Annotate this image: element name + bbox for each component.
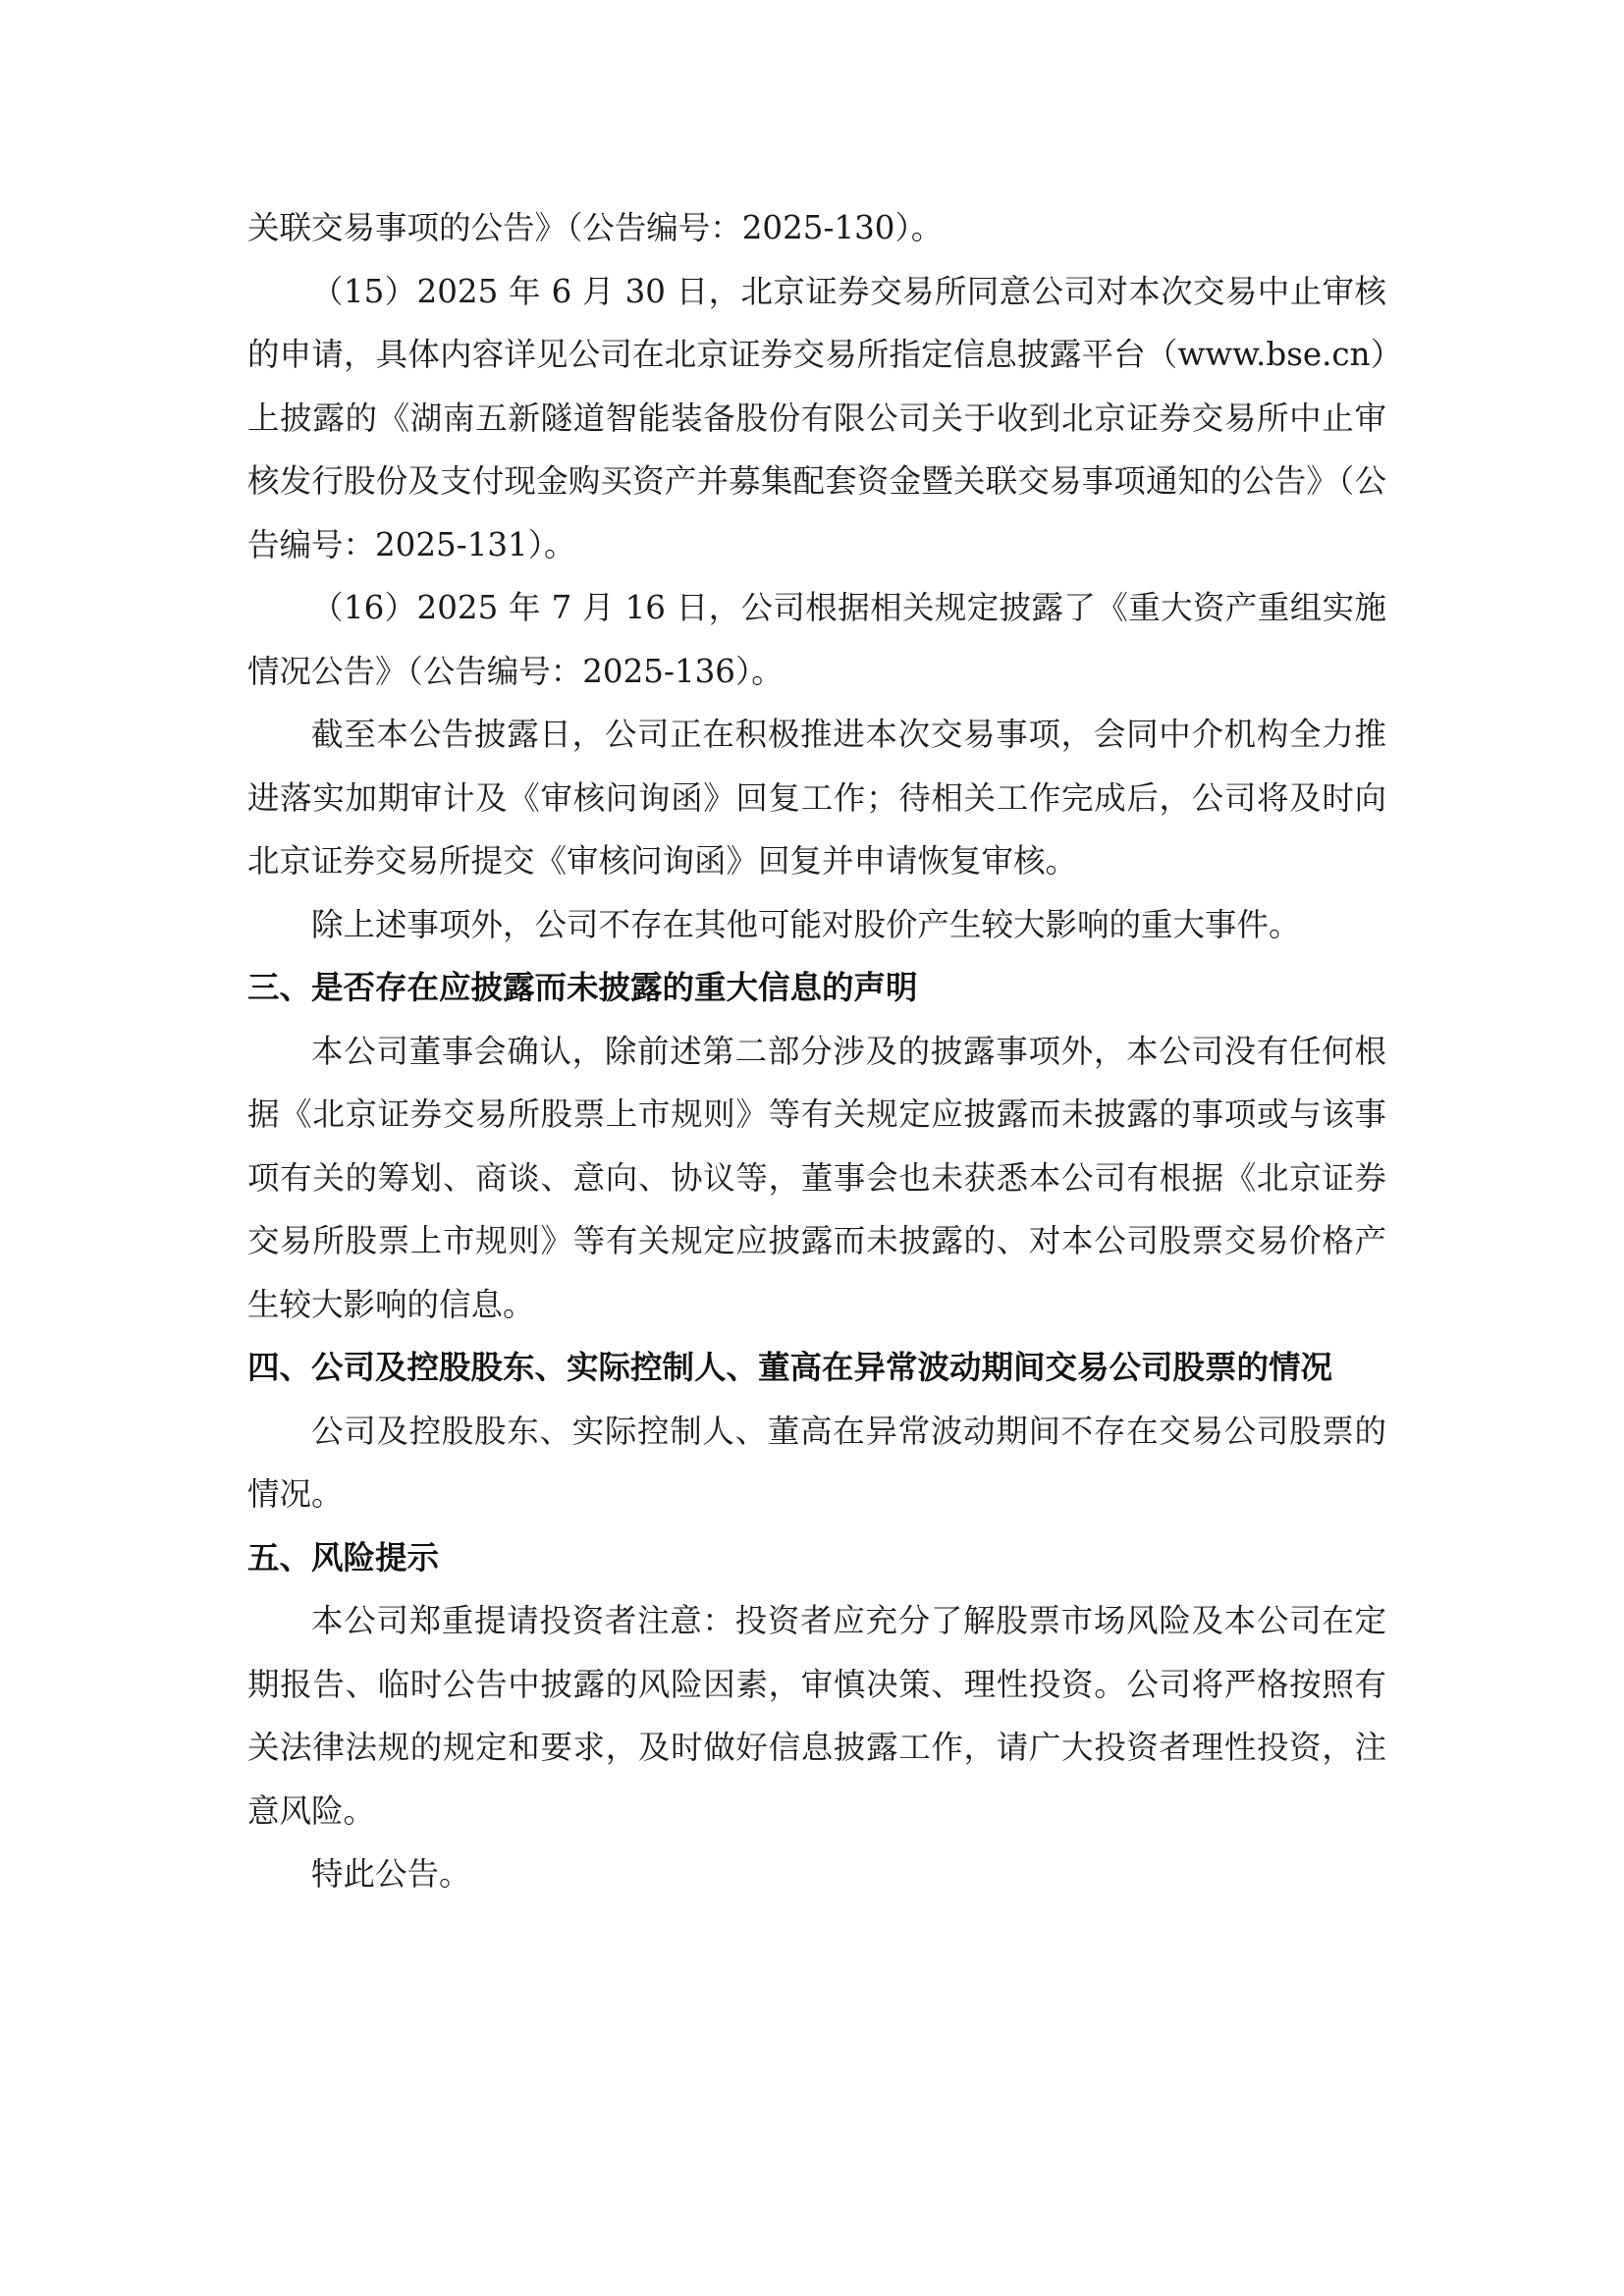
paragraph-no-other-events: 除上述事项外，公司不存在其他可能对股价产生较大影响的重大事件。	[311, 905, 1301, 943]
paragraph-board-confirmation: 本公司董事会确认，除前述第二部分涉及的披露事项外，本公司没有任何根据《北京证券交易所股票上市规则》等有关规定应披露而未披露的事项或与该事项有关的筹划、商谈、意向、协议等，董事会也未获悉本公司有根据《北京证券交易所股票上市规则》等有关规定应披露而未披露的、对本公司股票交易价格产生较大影响的信息。	[247, 1032, 1386, 1323]
paragraph-risk-warning: 本公司郑重提请投资者注意：投资者应充分了解股票市场风险及本公司在定期报告、临时公告中披露的风险因素，审慎决策、理性投资。公司将严格按照有关法律法规的规定和要求，及时做好信息披露工作，请广大投资者理性投资，注意风险。	[247, 1602, 1386, 1830]
paragraph-trading-statement: 公司及控股股东、实际控制人、董高在异常波动期间不存在交易公司股票的情况。	[247, 1412, 1386, 1513]
paragraph-closing: 特此公告。	[311, 1855, 471, 1893]
paragraph-continuation: 关联交易事项的公告》（公告编号：2025-130）。	[247, 209, 944, 246]
section-heading-5: 五、风险提示	[247, 1538, 440, 1576]
paragraph-progress: 截至本公告披露日，公司正在积极推进本次交易事项，会同中介机构全力推进落实加期审计及《审核问询函》回复工作；待相关工作完成后，公司将及时向北京证券交易所提交《审核问询函》回复并申请恢复审核。	[247, 716, 1386, 880]
section-heading-3: 三、是否存在应披露而未披露的重大信息的声明	[247, 969, 918, 1006]
paragraph-item-16: （16）2025 年 7 月 16 日，公司根据相关规定披露了《重大资产重组实施情况公告》（公告编号：2025-136）。	[247, 589, 1386, 690]
section-heading-4: 四、公司及控股股东、实际控制人、董高在异常波动期间交易公司股票的情况	[247, 1349, 1333, 1386]
paragraph-item-15: （15）2025 年 6 月 30 日，北京证券交易所同意公司对本次交易中止审核的申请，具体内容详见公司在北京证券交易所指定信息披露平台（www.bse.cn）上披露的《湖南五新隧道智能装备股份有限公司关于收到北京证券交易所中止审核发行股份及支付现金购买资产并募集配套资金暨关联交易事项通知的公告》（公告编号：2025-131）。	[247, 272, 1386, 563]
document-body	[247, 196, 1386, 1906]
